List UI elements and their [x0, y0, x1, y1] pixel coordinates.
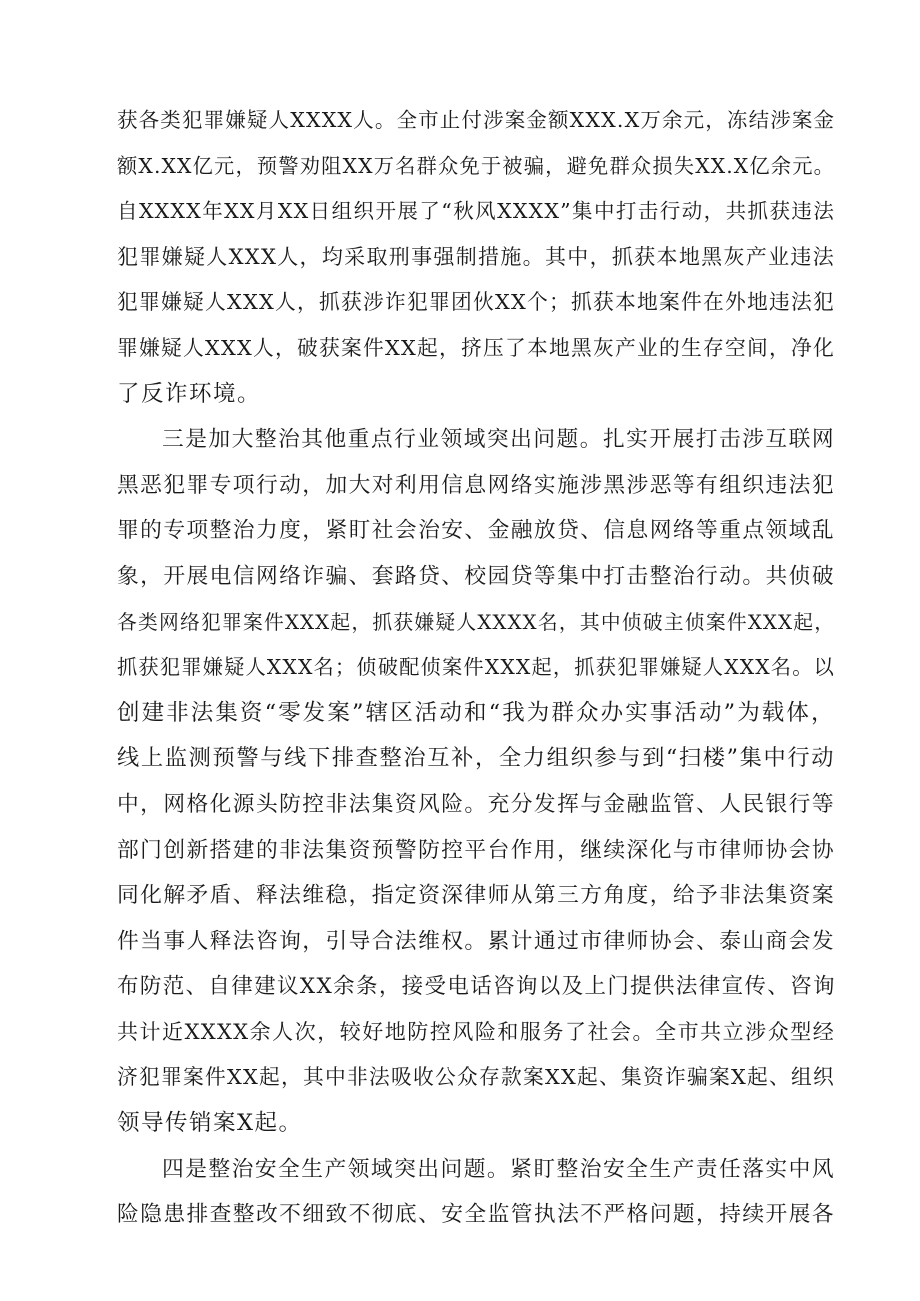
- text-line: 获各类犯罪嫌疑人XXXX人。全市止付涉案金额XXX.X万余元，冻结涉案金: [117, 108, 836, 132]
- text-line: 险隐患排查整改不细致不彻底、安全监管执法不严格问题，持续开展各: [117, 1202, 835, 1228]
- text-line: 部门创新搭建的非法集资预警防控平台作用，继续深化与市律师协会协: [117, 837, 835, 863]
- text-line: 济犯罪案件XX起，其中非法吸收公众存款案XX起、集资诈骗案X起、组织: [117, 1065, 835, 1090]
- text-line: 黑恶犯罪专项行动，加大对利用信息网络实施涉黑涉恶等有组织违法犯: [117, 472, 835, 498]
- paragraph-start-line: 四是整治安全生产领域突出问题。紧盯整治安全生产责任落实中风: [162, 1156, 835, 1182]
- text-line: 件当事人释法咨询，引导合法维权。累计通过市律师协会、泰山商会发: [117, 928, 835, 954]
- text-line: 各类网络犯罪案件XXX起，抓获嫌疑人XXXX名，其中侦破主侦案件XXX起，: [117, 610, 835, 634]
- text-line: 布防范、自律建议XX余条，接受电话咨询以及上门提供法律宣传、咨询: [117, 974, 836, 1000]
- text-line: 罪的专项整治力度，紧盯社会治安、金融放贷、信息网络等重点领域乱: [117, 518, 835, 544]
- text-line: 犯罪嫌疑人XXX人，抓获涉诈犯罪团伙XX个；抓获本地案件在外地违法犯: [117, 290, 835, 315]
- text-line: 自XXXX年XX月XX日组织开展了“秋风XXXX”集中打击行动，共抓获违法: [117, 199, 835, 224]
- paragraph-start-line: 三是加大整治其他重点行业领域突出问题。扎实开展打击涉互联网: [162, 427, 835, 453]
- text-line: 领导传销案X起。: [117, 1110, 303, 1137]
- text-line: 共计近XXXX余人次，较好地防控风险和服务了社会。全市共立涉众型经: [117, 1019, 835, 1044]
- text-line: 了反诈环境。: [117, 380, 262, 407]
- text-line: 犯罪嫌疑人XXX人，均采取刑事强制措施。其中，抓获本地黑灰产业违法: [117, 244, 835, 269]
- text-line: 罪嫌疑人XXX人，破获案件XX起，挤压了本地黑灰产业的生存空间，净化: [117, 335, 835, 360]
- body-text: [117, 98, 835, 1238]
- text-line: 中，网格化源头防控非法集资风险。充分发挥与金融监管、人民银行等: [117, 791, 835, 817]
- text-line: 创建非法集资“零发案”辖区活动和“我为群众办实事活动”为载体，: [117, 699, 835, 726]
- text-line: 抓获犯罪嫌疑人XXX名；侦破配侦案件XXX起，抓获犯罪嫌疑人XXX名。以: [117, 655, 835, 680]
- text-line: 同化解矛盾、释法维稳，指定资深律师从第三方角度，给予非法集资案: [117, 883, 835, 909]
- text-line: 线上监测预警与线下排查整治互补，全力组织参与到“扫楼”集中行动: [117, 745, 835, 772]
- text-line: 象，开展电信网络诈骗、套路贷、校园贷等集中打击整治行动。共侦破: [117, 563, 835, 589]
- text-line: 额X.XX亿元，预警劝阻XX万名群众免于被骗，避免群众损失XX.X亿余元。: [117, 153, 835, 178]
